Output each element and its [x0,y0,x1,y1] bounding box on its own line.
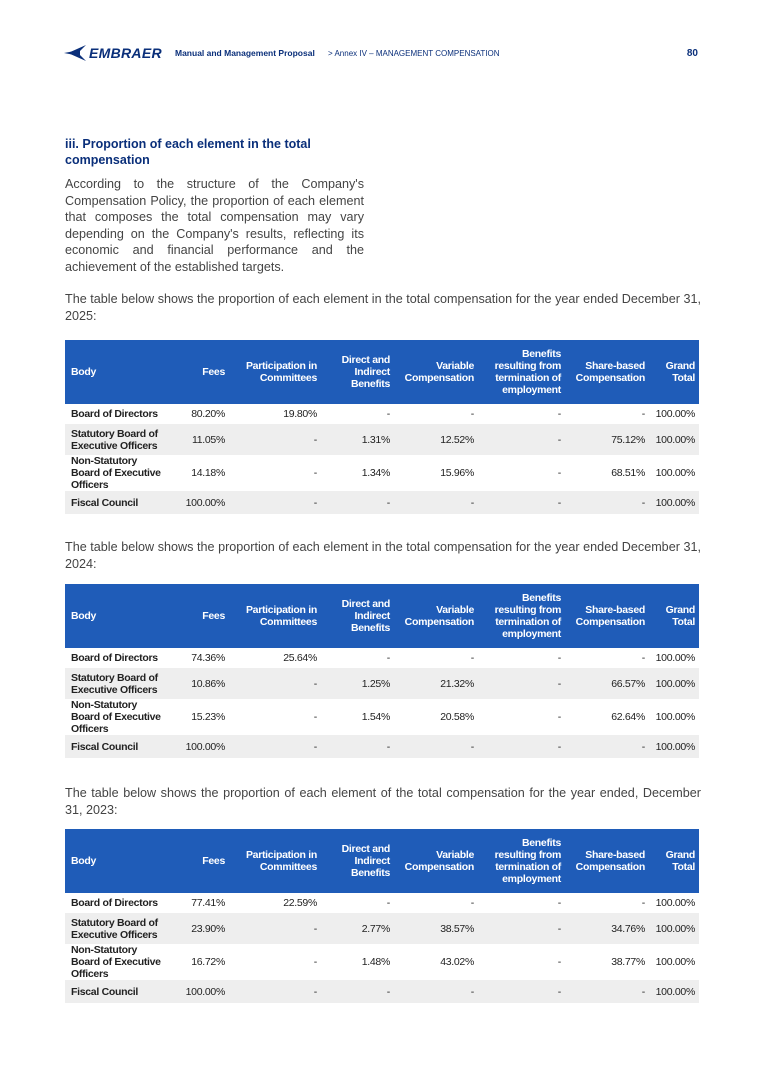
col-header-termination: Benefits resulting from termination of employment [478,584,565,648]
cell-variable: - [394,648,478,668]
cell-share-based: 34.76% [565,913,649,944]
cell-grand-total: 100.00% [649,491,699,514]
cell-committees: - [229,455,321,491]
cell-fees: 100.00% [165,491,229,514]
row-body-name: Fiscal Council [65,735,165,758]
cell-termination: - [478,980,565,1003]
row-body-name: Non-Statutory Board of Executive Officers [65,455,165,491]
table-row [65,944,699,980]
table-row [65,735,699,758]
cell-grand-total: 100.00% [649,980,699,1003]
cell-grand-total: 100.00% [649,699,699,735]
cell-fees: 74.36% [165,648,229,668]
cell-share-based: - [565,980,649,1003]
col-header-committees: Participation in Committees [229,584,321,648]
table-caption-2024: The table below shows the proportion of each element in the total compensation for the year ended December 31, 2024: [65,540,701,571]
col-header-body: Body [65,340,165,404]
cell-share-based: - [565,648,649,668]
cell-termination: - [478,668,565,699]
cell-termination: - [478,699,565,735]
cell-grand-total: 100.00% [649,668,699,699]
cell-committees: 22.59% [229,893,321,913]
cell-benefits: 1.54% [321,699,394,735]
page-header [64,44,704,66]
table-row [65,424,699,455]
cell-share-based: 75.12% [565,424,649,455]
cell-committees: - [229,735,321,758]
row-body-name: Board of Directors [65,893,165,913]
cell-fees: 23.90% [165,913,229,944]
compensation-table-2023 [65,829,699,1003]
cell-benefits: - [321,735,394,758]
intro-paragraph: According to the structure of the Company's Compensation Policy, the proportion of each element that composes the total compensation may vary depending on the Company's results, reflecting its economic and financial performance and the achievement of the established targets. [65,177,364,274]
table-caption-2025: The table below shows the proportion of each element in the total compensation for the year ended December 31, 2025: [65,292,701,323]
cell-termination: - [478,648,565,668]
cell-variable: 20.58% [394,699,478,735]
table-row [65,980,699,1003]
cell-share-based: 68.51% [565,455,649,491]
col-header-grand-total: Grand Total [649,829,699,893]
cell-variable: - [394,893,478,913]
col-header-share-based: Share-based Compensation [565,340,649,404]
cell-committees: - [229,424,321,455]
cell-variable: 43.02% [394,944,478,980]
cell-benefits: 1.25% [321,668,394,699]
cell-termination: - [478,913,565,944]
section-title: iii. Proportion of each element in the total compensation [65,137,311,167]
cell-benefits: - [321,648,394,668]
col-header-benefits: Direct and Indirect Benefits [321,584,394,648]
cell-grand-total: 100.00% [649,424,699,455]
row-body-name: Non-Statutory Board of Executive Officers [65,944,165,980]
table-header-row [65,584,699,648]
table-row [65,455,699,491]
cell-benefits: 1.34% [321,455,394,491]
cell-fees: 100.00% [165,735,229,758]
cell-benefits: 1.48% [321,944,394,980]
cell-committees: 25.64% [229,648,321,668]
cell-benefits: - [321,893,394,913]
col-header-benefits: Direct and Indirect Benefits [321,340,394,404]
cell-fees: 15.23% [165,699,229,735]
col-header-share-based: Share-based Compensation [565,829,649,893]
cell-termination: - [478,404,565,424]
cell-benefits: 1.31% [321,424,394,455]
cell-committees: - [229,944,321,980]
cell-benefits: - [321,980,394,1003]
cell-share-based: - [565,893,649,913]
cell-fees: 11.05% [165,424,229,455]
cell-termination: - [478,424,565,455]
cell-grand-total: 100.00% [649,893,699,913]
cell-share-based: 38.77% [565,944,649,980]
table-header-row [65,829,699,893]
row-body-name: Fiscal Council [65,491,165,514]
table-row [65,893,699,913]
cell-share-based: 66.57% [565,668,649,699]
cell-grand-total: 100.00% [649,913,699,944]
cell-share-based: - [565,404,649,424]
cell-share-based: - [565,491,649,514]
cell-grand-total: 100.00% [649,404,699,424]
row-body-name: Non-Statutory Board of Executive Officers [65,699,165,735]
cell-grand-total: 100.00% [649,455,699,491]
cell-fees: 100.00% [165,980,229,1003]
col-header-grand-total: Grand Total [649,340,699,404]
table-row [65,699,699,735]
table-row [65,491,699,514]
row-body-name: Statutory Board of Executive Officers [65,424,165,455]
cell-share-based: 62.64% [565,699,649,735]
col-header-termination: Benefits resulting from termination of employment [478,829,565,893]
row-body-name: Statutory Board of Executive Officers [65,668,165,699]
cell-fees: 77.41% [165,893,229,913]
col-header-body: Body [65,584,165,648]
table-row [65,668,699,699]
col-header-fees: Fees [165,829,229,893]
col-header-share-based: Share-based Compensation [565,584,649,648]
logo-text: EMBRAER [89,45,162,61]
cell-fees: 80.20% [165,404,229,424]
cell-grand-total: 100.00% [649,648,699,668]
cell-committees: - [229,668,321,699]
cell-variable: 38.57% [394,913,478,944]
header-annex-label: > Annex IV – MANAGEMENT COMPENSATION [328,49,500,58]
cell-benefits: 2.77% [321,913,394,944]
cell-termination: - [478,735,565,758]
col-header-variable: Variable Compensation [394,340,478,404]
col-header-committees: Participation in Committees [229,340,321,404]
col-header-body: Body [65,829,165,893]
cell-grand-total: 100.00% [649,735,699,758]
cell-share-based: - [565,735,649,758]
cell-committees: 19.80% [229,404,321,424]
cell-termination: - [478,893,565,913]
table-row [65,404,699,424]
cell-variable: - [394,491,478,514]
cell-termination: - [478,944,565,980]
col-header-fees: Fees [165,340,229,404]
cell-termination: - [478,455,565,491]
page-number: 80 [686,48,698,59]
col-header-variable: Variable Compensation [394,584,478,648]
col-header-fees: Fees [165,584,229,648]
cell-committees: - [229,699,321,735]
cell-committees: - [229,913,321,944]
row-body-name: Board of Directors [65,404,165,424]
cell-benefits: - [321,404,394,424]
cell-committees: - [229,491,321,514]
table-header-row [65,340,699,404]
embraer-logo-icon [64,44,86,62]
cell-variable: 15.96% [394,455,478,491]
header-manual-title: Manual and Management Proposal [175,48,315,58]
col-header-termination: Benefits resulting from termination of employment [478,340,565,404]
table-caption-2023: The table below shows the proportion of each element of the total compensation for the year ended, December 31, 2023: [65,786,701,817]
col-header-benefits: Direct and Indirect Benefits [321,829,394,893]
cell-variable: - [394,404,478,424]
cell-termination: - [478,491,565,514]
cell-variable: 12.52% [394,424,478,455]
table-row [65,913,699,944]
cell-committees: - [229,980,321,1003]
cell-fees: 14.18% [165,455,229,491]
compensation-table-2025 [65,340,699,514]
cell-benefits: - [321,491,394,514]
compensation-table-2024 [65,584,699,758]
table-row [65,648,699,668]
col-header-variable: Variable Compensation [394,829,478,893]
cell-variable: - [394,980,478,1003]
cell-variable: - [394,735,478,758]
col-header-committees: Participation in Committees [229,829,321,893]
cell-variable: 21.32% [394,668,478,699]
row-body-name: Statutory Board of Executive Officers [65,913,165,944]
row-body-name: Fiscal Council [65,980,165,1003]
row-body-name: Board of Directors [65,648,165,668]
cell-fees: 10.86% [165,668,229,699]
cell-fees: 16.72% [165,944,229,980]
embraer-logo [64,44,162,62]
col-header-grand-total: Grand Total [649,584,699,648]
cell-grand-total: 100.00% [649,944,699,980]
